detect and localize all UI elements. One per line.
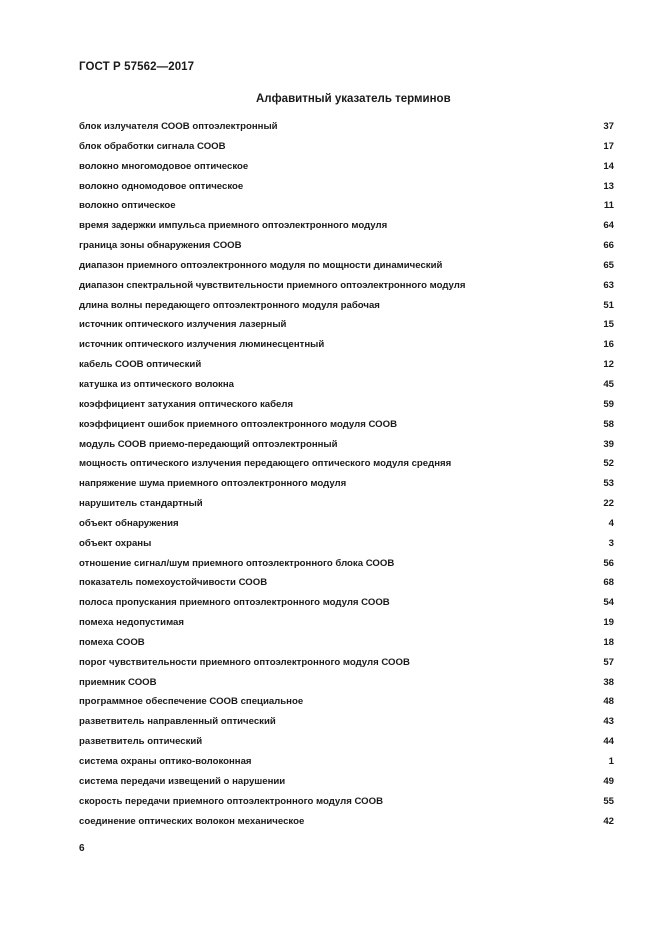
index-entry bbox=[79, 220, 614, 240]
index-entry bbox=[79, 300, 614, 320]
index-term: помеха СООВ bbox=[79, 636, 145, 648]
index-page-ref: 17 bbox=[603, 140, 614, 152]
index-entry bbox=[79, 796, 614, 816]
index-entry bbox=[79, 240, 614, 260]
index-entry bbox=[79, 280, 614, 300]
index-term: блок обработки сигнала СООВ bbox=[79, 140, 226, 152]
index-term: программное обеспечение СООВ специальное bbox=[79, 696, 304, 708]
index-page-ref: 37 bbox=[603, 121, 614, 132]
index-entry bbox=[79, 637, 614, 657]
index-term: коэффициент ошибок приемного оптоэлектронного модуля СООВ bbox=[79, 418, 398, 430]
index-page-ref: 45 bbox=[603, 378, 614, 390]
index-page-ref: 66 bbox=[603, 240, 614, 252]
index-term: приемник СООВ bbox=[79, 676, 157, 688]
index-term: соединение оптических волокон механическое bbox=[79, 815, 305, 827]
index-page-ref: 44 bbox=[603, 736, 614, 748]
index-term: порог чувствительности приемного оптоэлектронного модуля СООВ bbox=[79, 656, 410, 668]
index-entry bbox=[79, 319, 614, 339]
index-entry bbox=[79, 756, 614, 776]
index-entry bbox=[79, 141, 614, 161]
index-page-ref: 18 bbox=[603, 636, 614, 648]
index-page-ref: 58 bbox=[603, 418, 614, 430]
index-term: показатель помехоустойчивости СООВ bbox=[79, 577, 268, 589]
index-term: система охраны оптико-волоконная bbox=[79, 756, 252, 767]
index-term: граница зоны обнаружения СООВ bbox=[79, 240, 242, 252]
index-page-ref: 3 bbox=[608, 537, 614, 549]
index-page-ref: 55 bbox=[603, 795, 614, 807]
index-entry bbox=[79, 816, 614, 836]
index-entry bbox=[79, 419, 614, 439]
index-entry bbox=[79, 577, 614, 597]
index-entry bbox=[79, 181, 614, 201]
index-term: объект охраны bbox=[79, 537, 152, 549]
index-entry bbox=[79, 439, 614, 459]
index-term: время задержки импульса приемного оптоэлектронного модуля bbox=[79, 220, 388, 232]
index-term: мощность оптического излучения передающего оптического модуля средняя bbox=[79, 458, 452, 470]
index-page-ref: 42 bbox=[603, 815, 614, 827]
index-term: помеха недопустимая bbox=[79, 617, 184, 629]
index-page-ref: 4 bbox=[608, 517, 614, 529]
index-entry bbox=[79, 339, 614, 359]
index-page-ref: 59 bbox=[603, 398, 614, 410]
index-term: напряжение шума приемного оптоэлектронного модуля bbox=[79, 478, 347, 490]
index-term: волокно оптическое bbox=[79, 200, 176, 212]
index-term: источник оптического излучения лазерный bbox=[79, 319, 287, 331]
index-entry bbox=[79, 677, 614, 697]
index-page-ref: 19 bbox=[603, 617, 614, 629]
index-term: нарушитель стандартный bbox=[79, 498, 203, 510]
index-page-ref: 53 bbox=[603, 478, 614, 490]
index-entry bbox=[79, 458, 614, 478]
index-entry bbox=[79, 498, 614, 518]
index-entry bbox=[79, 121, 614, 141]
index-page-ref: 57 bbox=[603, 656, 614, 668]
index-page-ref: 56 bbox=[603, 557, 614, 569]
index-term: волокно одномодовое оптическое bbox=[79, 180, 244, 192]
index-term: диапазон спектральной чувствительности приемного оптоэлектронного модуля bbox=[79, 279, 466, 291]
index-page-ref: 63 bbox=[603, 279, 614, 291]
index-page-ref: 51 bbox=[603, 299, 614, 311]
index-page-ref: 48 bbox=[603, 696, 614, 708]
document-header: ГОСТ Р 57562—2017 bbox=[79, 61, 195, 73]
index-page-ref: 13 bbox=[603, 180, 614, 192]
index-term: система передачи извещений о нарушении bbox=[79, 775, 286, 787]
index-entry bbox=[79, 657, 614, 677]
index-entry bbox=[79, 518, 614, 538]
index-term: полоса пропускания приемного оптоэлектронного модуля СООВ bbox=[79, 597, 390, 609]
index-term: модуль СООВ приемо-передающий оптоэлектронный bbox=[79, 438, 338, 450]
index-term: волокно многомодовое оптическое bbox=[79, 160, 249, 172]
page-title: Алфавитный указатель терминов bbox=[256, 93, 451, 105]
index-entry bbox=[79, 538, 614, 558]
index-page-ref: 22 bbox=[603, 498, 614, 510]
index-term: диапазон приемного оптоэлектронного модуля по мощности динамический bbox=[79, 259, 443, 271]
index-entry bbox=[79, 558, 614, 578]
index-page-ref: 11 bbox=[603, 200, 614, 212]
index-term: катушка из оптического волокна bbox=[79, 378, 234, 390]
index-entry bbox=[79, 379, 614, 399]
index-term: разветвитель оптический bbox=[79, 736, 203, 748]
index-entry bbox=[79, 161, 614, 181]
index-term: кабель СООВ оптический bbox=[79, 359, 202, 371]
index-page-ref: 52 bbox=[603, 458, 614, 470]
index-entry bbox=[79, 260, 614, 280]
index-term: блок излучателя СООВ оптоэлектронный bbox=[79, 121, 278, 132]
index-page-ref: 1 bbox=[608, 756, 614, 767]
index-page-ref: 68 bbox=[603, 577, 614, 589]
index-entry bbox=[79, 776, 614, 796]
index-entry bbox=[79, 617, 614, 637]
index-page-ref: 12 bbox=[603, 359, 614, 371]
index-page-ref: 15 bbox=[603, 319, 614, 331]
index-entry bbox=[79, 359, 614, 379]
index-entry bbox=[79, 597, 614, 617]
index-term: источник оптического излучения люминесцентный bbox=[79, 339, 325, 351]
index-page-ref: 39 bbox=[603, 438, 614, 450]
index-term: объект обнаружения bbox=[79, 517, 179, 529]
index-entry bbox=[79, 399, 614, 419]
index-entry bbox=[79, 200, 614, 220]
index-page-ref: 38 bbox=[603, 676, 614, 688]
index-page-ref: 64 bbox=[603, 220, 614, 232]
index-term: разветвитель направленный оптический bbox=[79, 716, 276, 728]
index-entry bbox=[79, 696, 614, 716]
index-term: отношение сигнал/шум приемного оптоэлектронного блока СООВ bbox=[79, 557, 395, 569]
index-term: скорость передачи приемного оптоэлектронного модуля СООВ bbox=[79, 795, 384, 807]
index-page-ref: 16 bbox=[603, 339, 614, 351]
index-page-ref: 14 bbox=[603, 160, 614, 172]
index-page-ref: 65 bbox=[603, 259, 614, 271]
index-term: длина волны передающего оптоэлектронного модуля рабочая bbox=[79, 299, 380, 311]
index-entry bbox=[79, 478, 614, 498]
page-number: 6 bbox=[79, 843, 85, 854]
index-page-ref: 54 bbox=[603, 597, 614, 609]
index-page-ref: 43 bbox=[603, 716, 614, 728]
index-entry bbox=[79, 716, 614, 736]
index-term: коэффициент затухания оптического кабеля bbox=[79, 398, 294, 410]
term-index bbox=[79, 121, 614, 835]
index-entry bbox=[79, 736, 614, 756]
index-page-ref: 49 bbox=[603, 775, 614, 787]
